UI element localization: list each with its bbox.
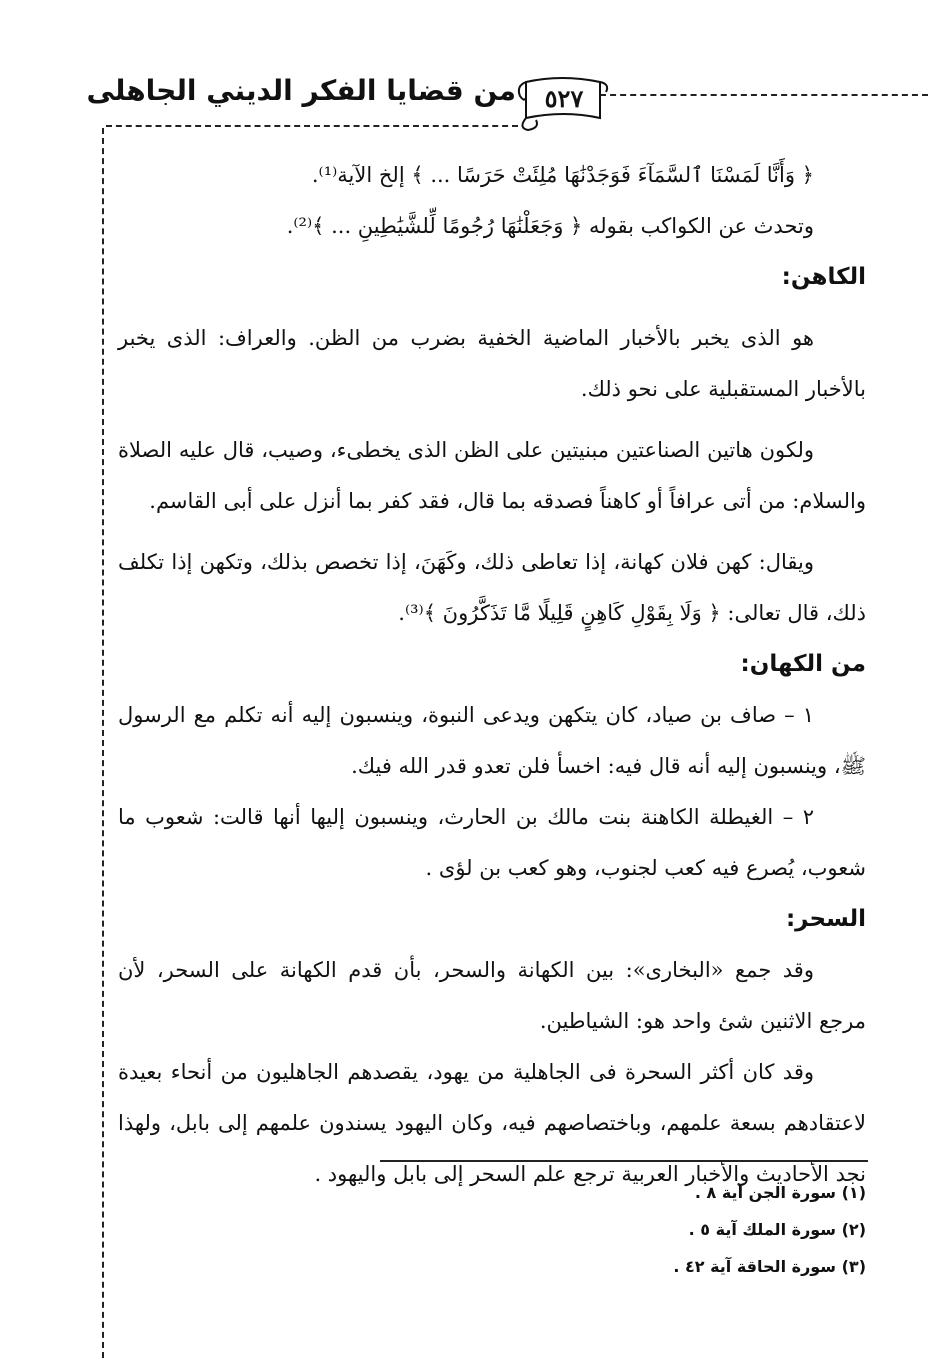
footnote-2: (٢) سورة الملك آية ٥ .	[688, 1220, 866, 1239]
quran-quote-1: ﴿ وَأَنَّا لَمَسْنَا ٱلسَّمَآءَ فَوَجَدْنَٰهَا مُلِئَتْ حَرَسًا ... ﴾ إلخ الآية⁽¹⁾.	[311, 163, 814, 187]
footnote-1: (١) سورة الجن آية ٨ .	[694, 1183, 866, 1202]
frame-left-dashed-rule	[102, 128, 104, 1358]
paragraph-bukhari: وقد جمع «البخارى»: بين الكهانة والسحر، بأن قدم الكهانة على السحر، لأن مرجع الاثنين شئ واحد هو: الشياطين.	[118, 958, 866, 1033]
heading-kuhhan: من الكهان:	[740, 651, 866, 677]
quran-quote-2: وتحدث عن الكواكب بقوله ﴿ وَجَعَلْنَٰهَا رُجُومًا لِّلشَّيَٰطِينِ ... ﴾⁽²⁾.	[286, 214, 814, 238]
list-item-1: ١ – صاف بن صياد، كان يتكهن ويدعى النبوة، وينسبون إليه أنه تكلم مع الرسول ﷺ، وينسبون إليه أنه قال فيه: اخسأ فلن تعدو قدر الله فيك.	[118, 703, 866, 778]
footnote-separator	[380, 1160, 868, 1162]
paragraph-kahin-definition: هو الذى يخبر بالأخبار الماضية الخفية بضرب من الظن. والعراف: الذى يخبر بالأخبار المستقبلية على نحو ذلك.	[118, 326, 866, 401]
paragraph-kahana-etymology: ويقال: كهن فلان كهانة، إذا تعاطى ذلك، وكَهَنَ، إذا تخصص بذلك، وتكهن إذا تكلف ذلك، قال تعالى: ﴿ وَلَا بِقَوْلِ كَاهِنٍ قَلِيلًا مَّا تَذَكَّرُونَ ﴾⁽³⁾.	[118, 550, 866, 625]
page-number: ٥٢٧	[544, 84, 584, 113]
running-head-title: من قضايا الفكر الديني الجاهلى	[86, 74, 516, 107]
paragraph-jewish-sorcery: وقد كان أكثر السحرة فى الجاهلية من يهود، يقصدهم الجاهليون من أنحاء بعيدة لاعتقادهم بسعة علمهم، وباختصاصهم فيه، وكان اليهود يسندون علمهم إلى بابل، ولهذا نجد الأحاديث والأخبار العربية ترجع علم السحر إلى بابل واليهود .	[118, 1060, 866, 1186]
list-item-2: ٢ – الغيطلة الكاهنة بنت مالك بن الحارث، وينسبون إليها أنها قالت: شعوب ما شعوب، يُصرع فيه كعب لجنوب، وهو كعب بن لؤى .	[118, 805, 866, 880]
paragraph-hadith: ولكون هاتين الصناعتين مبنيتين على الظن الذى يخطىء، وصيب، قال عليه الصلاة والسلام: من أتى عرافاً أو كاهناً فصدقه بما قال، فقد كفر بما أنزل على أبى القاسم.	[118, 438, 866, 513]
frame-top-dashed-rule	[106, 125, 518, 127]
footnotes	[466, 1174, 866, 1285]
heading-kahin: الكاهن:	[781, 264, 866, 290]
header-dashed-rule	[600, 94, 928, 96]
footnote-3: (٣) سورة الحاقة آية ٤٢ .	[673, 1257, 866, 1276]
heading-sihr: السحر:	[785, 906, 866, 932]
body-text	[118, 150, 866, 1200]
